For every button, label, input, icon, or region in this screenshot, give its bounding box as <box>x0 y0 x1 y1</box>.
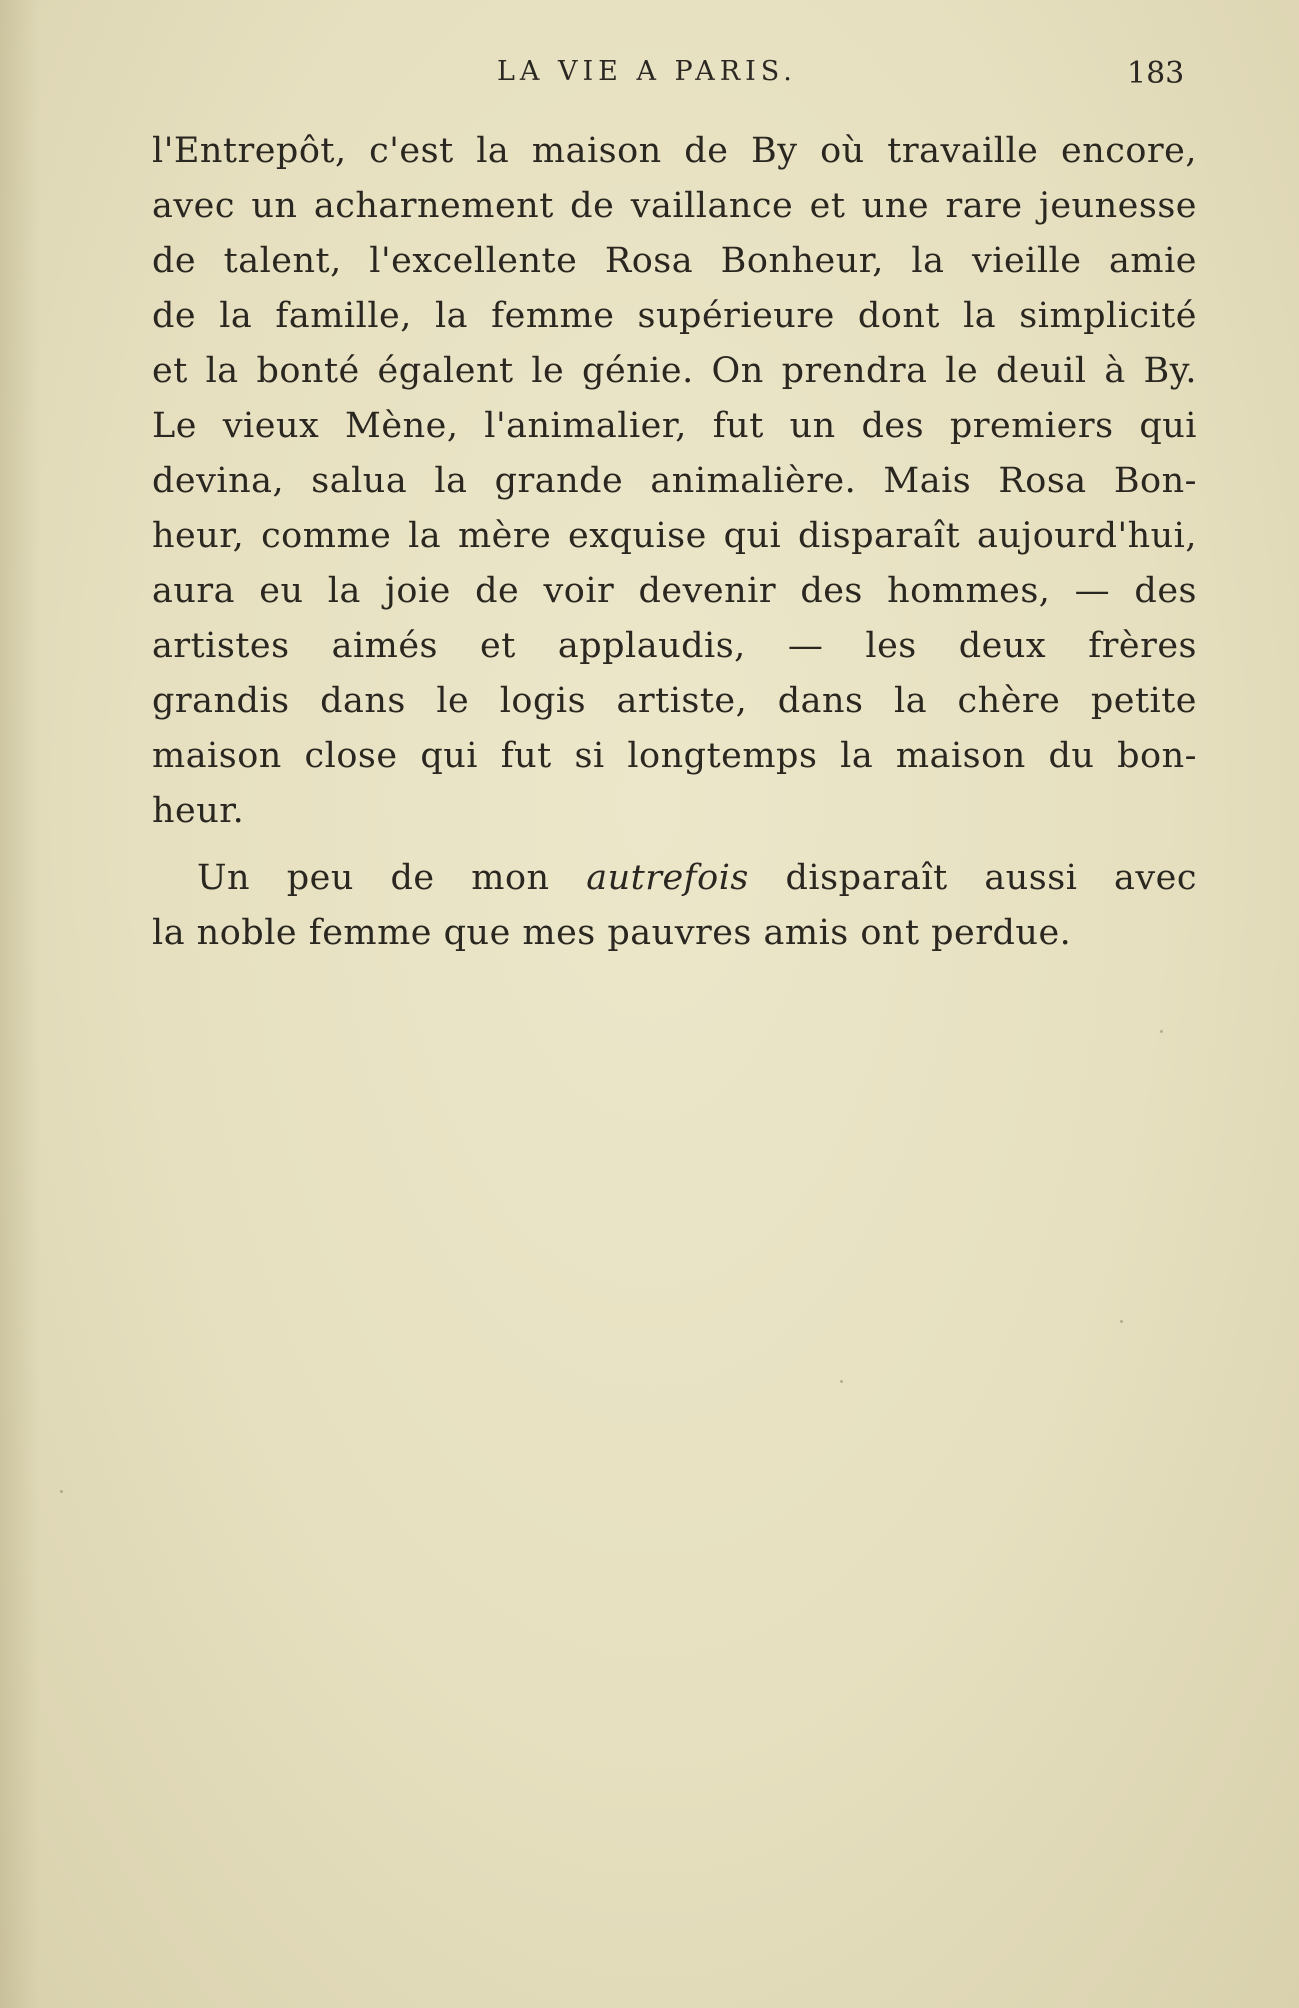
text-line: avec un acharnement de vaillance et une rare jeunesse <box>152 186 1197 226</box>
paragraph-2-line-1 <box>152 851 1197 906</box>
running-title: LA VIE A PARIS. <box>497 56 797 87</box>
text-line: heur, comme la mère exquise qui disparaît aujourd'hui, <box>152 516 1197 556</box>
body-text <box>152 124 1197 961</box>
text-line: grandis dans le logis artiste, dans la chère petite <box>152 681 1197 721</box>
italic-word: autrefois <box>586 858 749 898</box>
running-head <box>0 56 1299 96</box>
text-line: aura eu la joie de voir devenir des hommes, — des <box>152 571 1197 611</box>
text-line: devina, salua la grande animalière. Mais Rosa Bon- <box>152 461 1197 501</box>
paragraph-2-line-2: la noble femme que mes pauvres amis ont perdue. <box>152 913 1072 953</box>
page-edge-shadow <box>0 0 40 2008</box>
text-line: Le vieux Mène, l'animalier, fut un des premiers qui <box>152 406 1197 446</box>
text-span: Un peu de mon <box>197 858 587 898</box>
paper-speck <box>840 1380 843 1383</box>
text-span: disparaît aussi avec <box>748 858 1197 898</box>
text-line: l'Entrepôt, c'est la maison de By où travaille encore, <box>152 131 1197 171</box>
paper-speck <box>1160 1030 1163 1033</box>
text-line: et la bonté égalent le génie. On prendra le deuil à By. <box>152 351 1197 391</box>
text-line: de talent, l'excellente Rosa Bonheur, la vieille amie <box>152 241 1197 281</box>
text-line: heur. <box>152 791 245 831</box>
text-line: artistes aimés et applaudis, — les deux frères <box>152 626 1197 666</box>
paper-speck <box>1120 1320 1123 1323</box>
paper-speck <box>60 1490 63 1493</box>
text-line: maison close qui fut si longtemps la maison du bon- <box>152 736 1197 776</box>
text-line: de la famille, la femme supérieure dont la simplicité <box>152 296 1197 336</box>
page-number: 183 <box>1127 56 1185 91</box>
